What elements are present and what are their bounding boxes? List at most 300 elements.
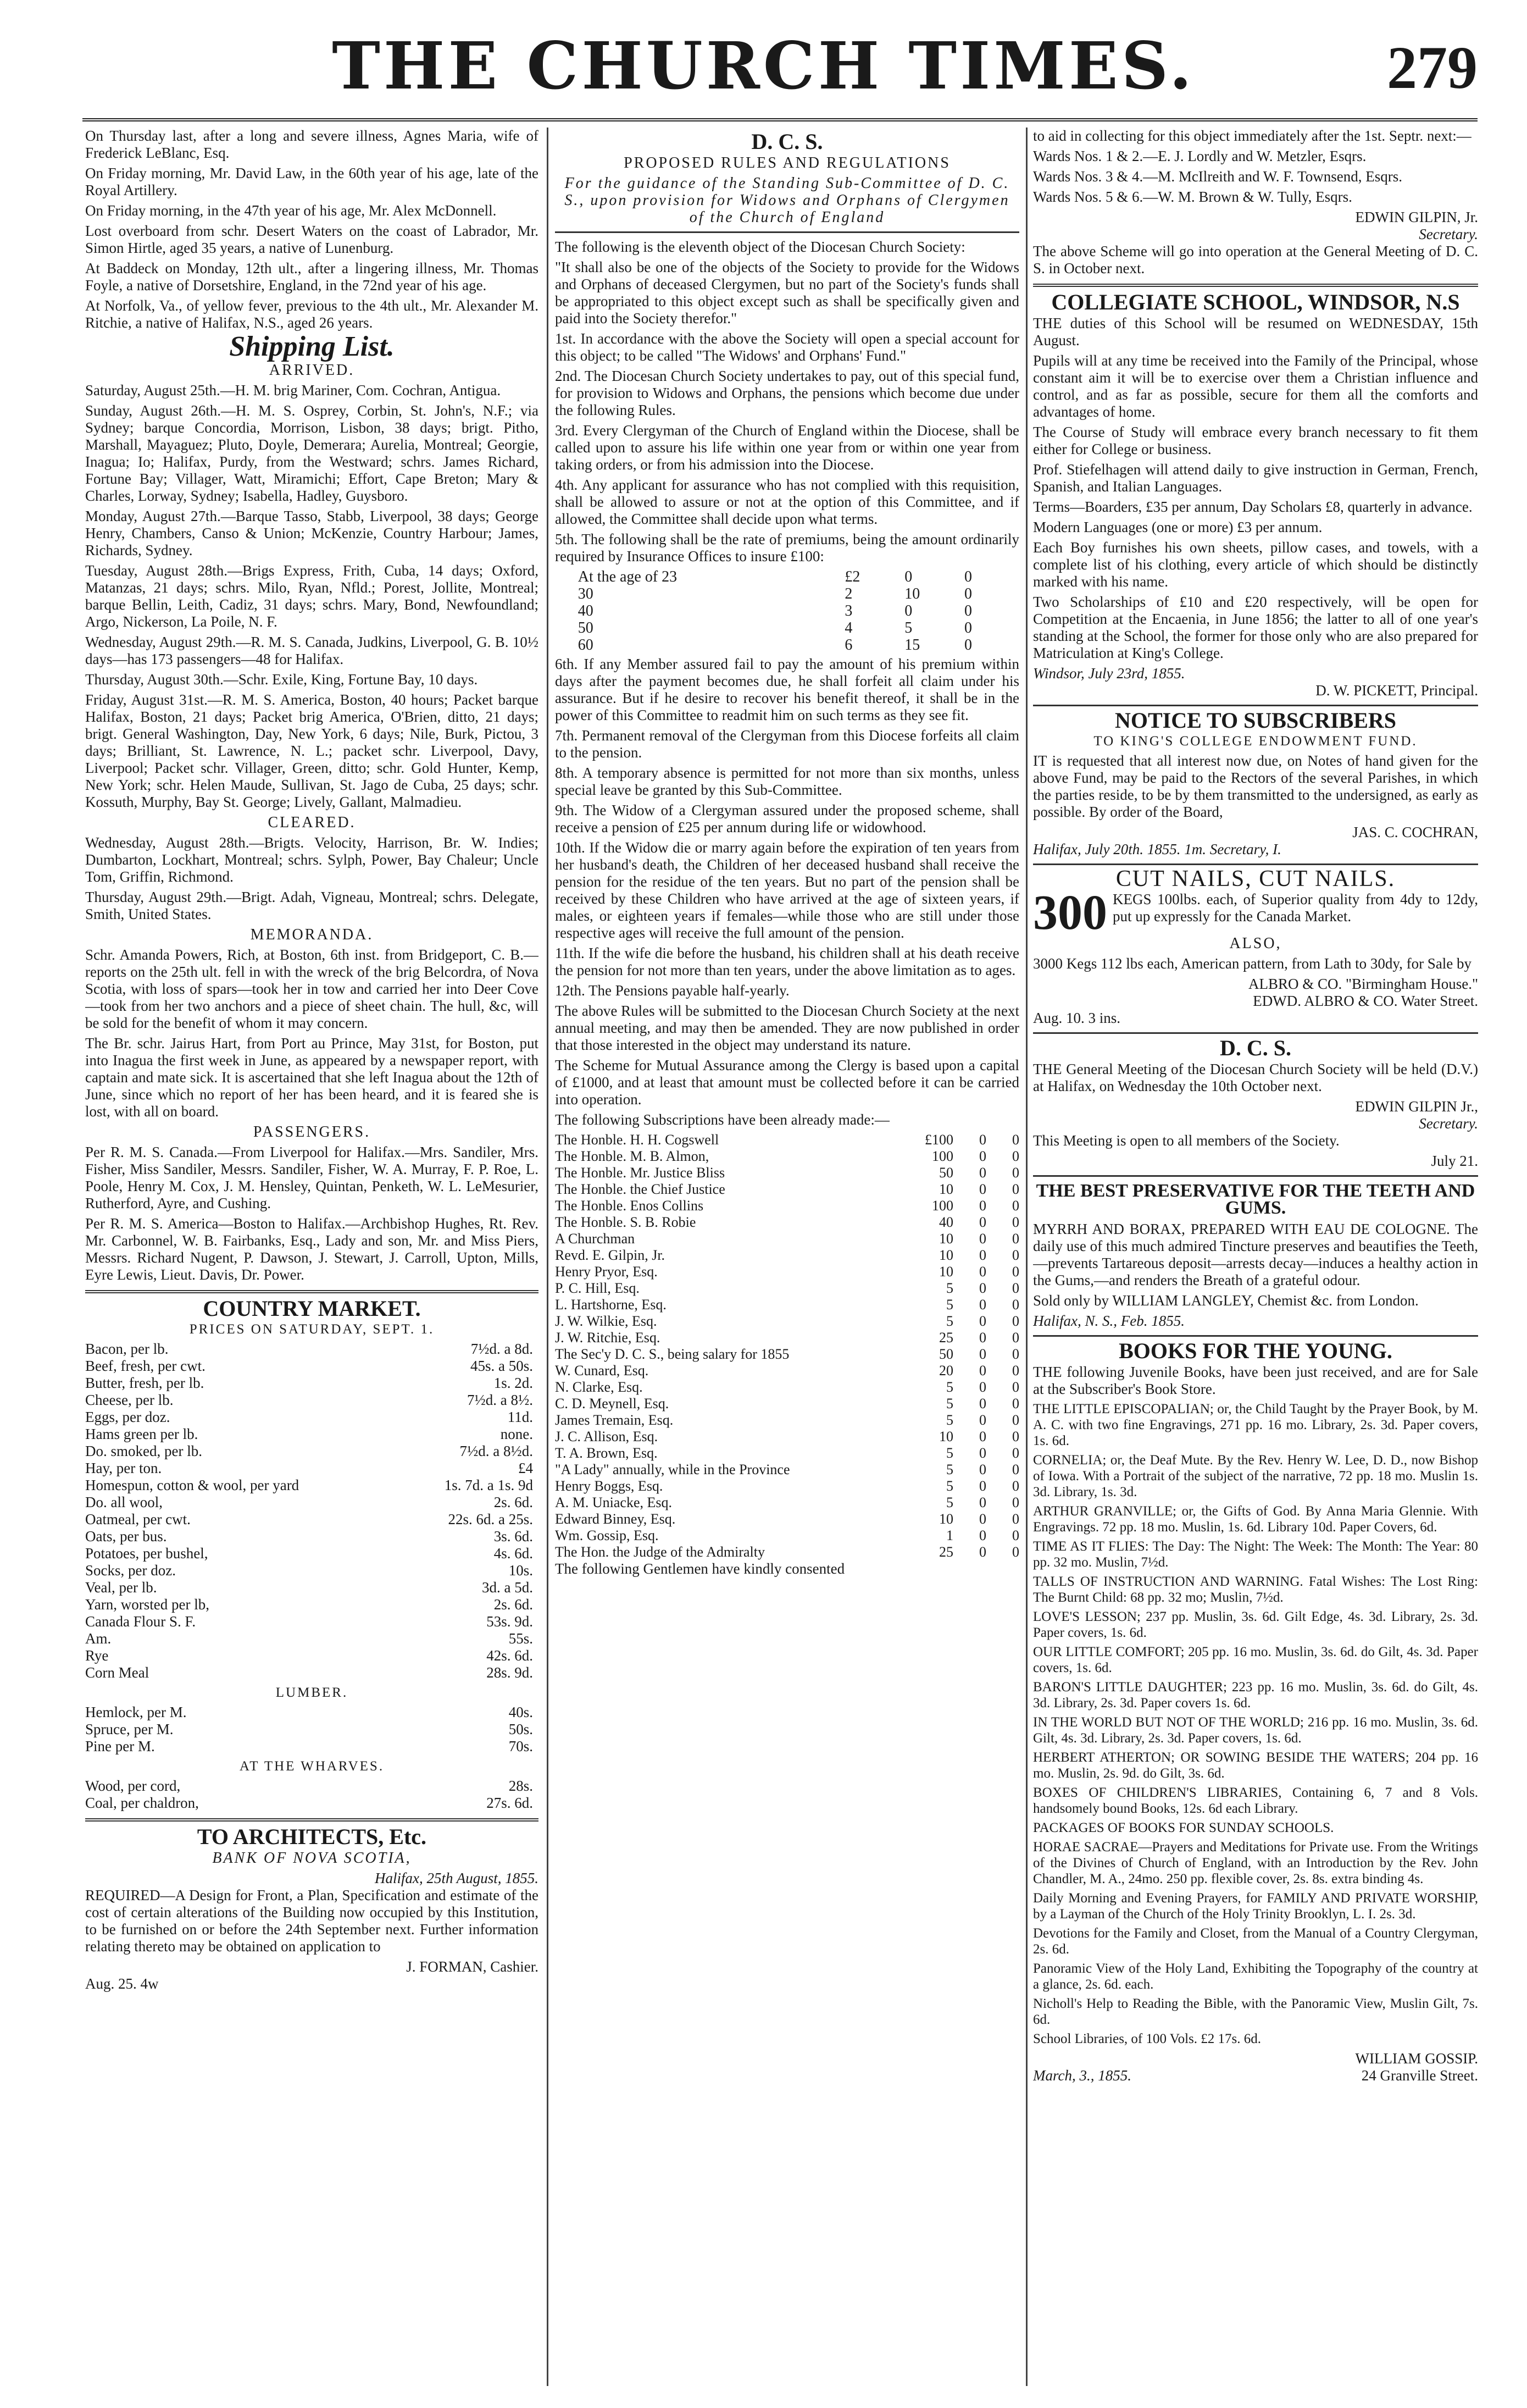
- section-rule: [1033, 705, 1478, 706]
- price-value: none.: [500, 1426, 533, 1442]
- price-value: 3s. 6d.: [493, 1528, 533, 1545]
- rule-paragraph: The above Rules will be submitted to the Diocesan Church Society at the next annual meeting, and may then be amended. They are now published in order that those interested in the object may understand its nature.: [555, 1003, 1019, 1053]
- books-signature: WILLIAM GOSSIP.: [1355, 2050, 1478, 2067]
- subscription-row-s: 0: [979, 1148, 986, 1164]
- section-rule: [1033, 1335, 1478, 1337]
- column-3: [1033, 128, 1478, 2392]
- price-item: Am.: [85, 1630, 112, 1647]
- books-date: March, 3., 1855.: [1033, 2067, 1131, 2084]
- dcs-meeting-note: This Meeting is open to all members of the Society.: [1033, 1132, 1340, 1149]
- arrival-entry: Sunday, August 26th.—H. M. S. Osprey, Corbin, St. John's, N.F.; via Sydney; barque Concordia, Morrison, Lisbon, 38 days; brigt. Pitho, Marshall, Mayaguez; Pluto, Doyle, Demerara; Aurelia, Montreal; Georgie, Inagua; Io; Halifax, Purdy, from the Westward; schrs. James Richard, Fortune Bay; Villager, Watt, Miramichi; Effort, Cape Breton; Mary & Charles, Lorway, Sydney; Isabella, Hadley, Guysboro.: [85, 402, 538, 504]
- premium-row: [574, 619, 1001, 636]
- price-item: Eggs, per doz.: [85, 1409, 170, 1425]
- dcs-meeting-signature-title: Secretary.: [1419, 1115, 1478, 1132]
- premium-row-s: 5: [904, 619, 913, 636]
- price-row: [85, 1613, 538, 1630]
- section-rule: [1033, 1175, 1478, 1177]
- wards-signature: EDWIN GILPIN, Jr.: [1355, 209, 1478, 225]
- price-row: [85, 1358, 538, 1375]
- masthead: [0, 0, 1527, 118]
- subscription-row: [555, 1544, 1019, 1560]
- page-number: 279: [1387, 34, 1478, 101]
- death-notice: At Baddeck on Monday, 12th ult., after a lingering illness, Mr. Thomas Foyle, a native of Dorsetshire, England, in the 72nd year of his age.: [85, 260, 538, 294]
- price-row: [85, 1778, 538, 1795]
- premium-row: [574, 602, 1001, 619]
- price-row: [85, 1562, 538, 1579]
- subscription-row: [555, 1379, 1019, 1396]
- price-value: 40s.: [508, 1704, 533, 1720]
- price-row: [85, 1392, 538, 1409]
- rule-paragraph: 12th. The Pensions payable half-yearly.: [555, 982, 790, 999]
- nails-title: CUT NAILS, CUT NAILS.: [1115, 866, 1396, 892]
- memorandum-entry: Schr. Amanda Powers, Rich, at Boston, 6th inst. from Bridgeport, C. B.—reports on the 25th ult. fell in with the wreck of the brig Belcordra, of Nova Scotia, with loss of spars—took her in tow and carried her into Deer Cove—took from her two anchors and a piece of sheet chain. The hull, &c, will be sold for the benefit of whom it may concern.: [85, 946, 538, 1031]
- subscription-row-s: 0: [979, 1379, 986, 1395]
- price-value: 42s. 6d.: [486, 1647, 533, 1664]
- book-entry: LOVE'S LESSON; 237 pp. Muslin, 3s. 6d. Gilt Edge, 4s. 3d. Library, 2s. 3d. Paper covers, 1s. 6d.: [1033, 1609, 1478, 1640]
- subscription-row-d: 0: [1012, 1478, 1019, 1494]
- subscription-row: [555, 1412, 1019, 1429]
- price-row: [85, 1511, 538, 1528]
- price-item: Oatmeal, per cwt.: [85, 1511, 191, 1527]
- subscription-row: [555, 1527, 1019, 1544]
- price-row: [85, 1443, 538, 1460]
- book-entry: BARON'S LITTLE DAUGHTER; 223 pp. 16 mo. Muslin, 3s. 6d. do Gilt, 4s. 3d. Library, 2s. 3d. Paper covers 1s. 6d.: [1033, 1680, 1478, 1710]
- column-divider: [547, 128, 548, 2386]
- death-notice: On Friday morning, in the 47th year of his age, Mr. Alex McDonnell.: [85, 202, 497, 219]
- subscription-row-l: 50: [939, 1165, 953, 1181]
- premium-row-d: 0: [964, 602, 972, 619]
- rule-paragraph: 11th. If the wife die before the husband, his children shall at his death receive the pension for not more than ten years, under the above limitation as to ages.: [555, 945, 1019, 978]
- book-entry: TIME AS IT FLIES: The Day: The Night: The Week: The Month: The Year: 80 pp. 32 mo. Muslin, 7½d.: [1033, 1539, 1478, 1570]
- price-row: [85, 1477, 538, 1494]
- subscription-row-l: 50: [939, 1346, 953, 1362]
- bank-title: BANK OF NOVA SCOTIA,: [212, 1850, 412, 1867]
- collegiate-date: Windsor, July 23rd, 1855.: [1033, 665, 1185, 682]
- price-row: [85, 1460, 538, 1477]
- subscription-row-d: 0: [1012, 1165, 1019, 1181]
- price-row: [85, 1721, 538, 1738]
- rule-paragraph: 1st. In accordance with the above the Society will open a special account for this object; to be called "The Widows' and Orphans' Fund.": [555, 330, 1019, 364]
- section-rule: [1033, 1032, 1478, 1034]
- rule-paragraph: 8th. A temporary absence is permitted for not more than six months, unless special leave be granted by this Sub-Committee.: [555, 765, 1019, 798]
- subscription-row-d: 0: [1012, 1462, 1019, 1477]
- subscription-row-s: 0: [979, 1181, 986, 1197]
- price-value: 7½d. a 8½.: [467, 1392, 533, 1408]
- subscription-row-d: 0: [1012, 1544, 1019, 1560]
- book-entry: Devotions for the Family and Closet, from the Manual of a Country Clergyman, 2s. 6d.: [1033, 1926, 1478, 1957]
- collegiate-paragraph: Pupils will at any time be received into the Family of the Principal, whose constant aim it will be to exercise over them a Christian influence and control, and as far as possible, secure for them all the comforts and advantages of home.: [1033, 352, 1478, 420]
- subscription-row-d: 0: [1012, 1494, 1019, 1510]
- subscription-row-d: 0: [1012, 1346, 1019, 1362]
- rule-paragraph: "It shall also be one of the objects of the Society to provide for the Widows and Orphans of deceased Clergymen, but no part of the Society's funds shall be appropriated to this object except such as shall be specifically given and paid into the Society therefor.": [555, 259, 1019, 326]
- subscription-row-l: 5: [946, 1379, 953, 1395]
- subscription-row: [555, 1198, 1019, 1214]
- collegiate-paragraph: THE duties of this School will be resumed on WEDNESDAY, 15th August.: [1033, 315, 1478, 348]
- premium-row-l: £2: [845, 568, 860, 585]
- arrival-entry: Wednesday, August 29th.—R. M. S. Canada, Judkins, Liverpool, G. B. 10½ days—has 173 passengers—48 for Halifax.: [85, 634, 538, 667]
- price-item: Bacon, per lb.: [85, 1341, 169, 1357]
- arrived-label: ARRIVED.: [269, 362, 355, 379]
- price-item: Hay, per ton.: [85, 1460, 162, 1476]
- price-row: [85, 1738, 538, 1755]
- notice-subtitle: TO KING'S COLLEGE ENDOWMENT FUND.: [1093, 734, 1418, 749]
- collegiate-paragraph: Each Boy furnishes his own sheets, pillow cases, and towels, with a complete list of his clothing, every article of which should be distinctly marked with his name.: [1033, 539, 1478, 590]
- subscription-row-name: J. C. Allison, Esq.: [555, 1429, 658, 1444]
- price-row: [85, 1545, 538, 1562]
- book-entry: HERBERT ATHERTON; OR SOWING BESIDE THE WATERS; 204 pp. 16 mo. Muslin, 2s. 9d. do Gilt, 3s. 6d.: [1033, 1750, 1478, 1781]
- rules-subheading-2: For the guidance of the Standing Sub-Committee of D. C. S., upon provision for Widows and Orphans of Clergymen of the Church of England: [564, 175, 1010, 226]
- passenger-entry: Per R. M. S. Canada.—From Liverpool for Halifax.—Mrs. Sandiler, Mrs. Fisher, Miss Sandiler, Messrs. Sandiler, Fisher, W. A. Murray, F. P. Roe, L. Poole, Henry M. Cox, J. M. Hensley, Quintan, Penketh, W. L. LeMesurier, Rutherford, Ayre, and Cushing.: [85, 1144, 538, 1211]
- dcs-meeting-signature: EDWIN GILPIN Jr.,: [1355, 1098, 1478, 1115]
- subscription-row-name: The Sec'y D. C. S., being salary for 1855: [555, 1346, 790, 1362]
- price-item: Corn Meal: [85, 1664, 149, 1681]
- subscription-row-l: 10: [939, 1511, 953, 1527]
- subscription-row: [555, 1330, 1019, 1346]
- subscription-row-name: J. W. Wilkie, Esq.: [555, 1313, 657, 1329]
- premium-row-s: 0: [904, 602, 913, 619]
- subscription-row-s: 0: [979, 1231, 986, 1247]
- book-entry: HORAE SACRAE—Prayers and Meditations for Private use. From the Writings of the Divines of Church of England, with an Introduction by the Rev. John Chandler, M. A., 24mo. 250 pp. flexible cover, 2s. 8s. extra binding 4s.: [1033, 1840, 1478, 1886]
- arrival-entry: Monday, August 27th.—Barque Tasso, Stabb, Liverpool, 38 days; George Henry, Chambers, Canso & Union; McKenzie, Country Harbour; James, Richards, Sydney.: [85, 508, 538, 558]
- masthead-rule: [82, 118, 1478, 121]
- subscription-row-d: 0: [1012, 1280, 1019, 1296]
- subscription-row-name: The Honble. S. B. Robie: [555, 1214, 696, 1230]
- price-value: 1s. 2d.: [493, 1375, 533, 1391]
- subscription-row-name: P. C. Hill, Esq.: [555, 1280, 640, 1296]
- memorandum-entry: The Br. schr. Jairus Hart, from Port au Prince, May 31st, for Boston, put into Inagua the first week in June, as appeared by a newspaper report, with captain and mate sick. It is ascertained that she left Inagua about the 12th of June, since which no report of her has been heard, and it is feared she is lost, with all on board.: [85, 1035, 538, 1120]
- price-value: 28s. 9d.: [486, 1664, 533, 1681]
- collegiate-title: COLLEGIATE SCHOOL, WINDSOR, N.S: [1051, 290, 1460, 314]
- bank-date: Halifax, 25th August, 1855.: [374, 1870, 538, 1886]
- price-value: 7½d. a 8½d.: [459, 1443, 533, 1459]
- price-item: Oats, per bus.: [85, 1528, 167, 1545]
- subscription-row-name: The Honble. H. H. Cogswell: [555, 1132, 719, 1148]
- subscription-row-d: 0: [1012, 1511, 1019, 1527]
- subscription-row-name: The Honble. Mr. Justice Bliss: [555, 1165, 725, 1181]
- price-item: Hemlock, per M.: [85, 1704, 187, 1720]
- subscription-row-s: 0: [979, 1462, 986, 1477]
- subscription-row-name: T. A. Brown, Esq.: [555, 1445, 658, 1461]
- subscription-row-l: 10: [939, 1264, 953, 1280]
- rule-paragraph: 9th. The Widow of a Clergyman assured under the proposed scheme, shall receive a pension of £25 per annum during life or widowhood.: [555, 802, 1019, 835]
- section-rule: [85, 1290, 538, 1293]
- price-row: [85, 1528, 538, 1545]
- nails-text-2: 3000 Kegs 112 lbs each, American pattern, from Lath to 30dy, for Sale by: [1033, 955, 1472, 972]
- preservative-date: Halifax, N. S., Feb. 1855.: [1033, 1313, 1185, 1329]
- price-row: [85, 1704, 538, 1721]
- rule-paragraph: 10th. If the Widow die or marry again before the expiration of ten years from her husband's death, the Children of her deceased husband shall receive the pension for the residue of the ten years. But no part of the pension shall be received by these Children who have arrived at the age of sixteen years, if males, or eighteen years if females—while those who are still under those respective ages will receive the full amount of the pension.: [555, 839, 1019, 941]
- premium-row-age: 40: [578, 602, 593, 619]
- subscription-row-l: 25: [939, 1544, 953, 1560]
- rule-paragraph: 7th. Permanent removal of the Clergyman from this Diocese forfeits all claim to the pension.: [555, 727, 1019, 761]
- subscription-row: [555, 1396, 1019, 1412]
- subscription-row-d: 0: [1012, 1363, 1019, 1379]
- subscription-row: [555, 1214, 1019, 1231]
- price-item: Coal, per chaldron,: [85, 1795, 199, 1811]
- rule-paragraph: The Scheme for Mutual Assurance among the Clergy is based upon a capital of £1000, and at least that amount must be collected before it can be carried into operation.: [555, 1057, 1019, 1108]
- shipping-list-title: Shipping List.: [229, 331, 395, 362]
- subscription-row: [555, 1429, 1019, 1445]
- wharves-price-table: [85, 1778, 538, 1812]
- subscription-row-d: 0: [1012, 1214, 1019, 1230]
- subscription-row-s: 0: [979, 1198, 986, 1214]
- premium-row-d: 0: [964, 585, 972, 602]
- price-value: 22s. 6d. a 25s.: [448, 1511, 533, 1527]
- rule-paragraph: 2nd. The Diocesan Church Society undertakes to pay, out of this special fund, for provision to Widows and Orphans, the pensions which become due under the following Rules.: [555, 368, 1019, 418]
- column-divider: [1026, 128, 1028, 2386]
- price-item: Rye: [85, 1647, 109, 1664]
- rule-paragraph: The following Subscriptions have been already made:—: [555, 1111, 890, 1128]
- subscription-row-s: 0: [979, 1346, 986, 1362]
- subscription-row-s: 0: [979, 1313, 986, 1329]
- subscription-row-l: 10: [939, 1231, 953, 1247]
- price-item: Hams green per lb.: [85, 1426, 198, 1442]
- premium-row-age: 50: [578, 619, 593, 636]
- premium-row-l: 6: [845, 636, 853, 654]
- collegiate-paragraph: Prof. Stiefelhagen will attend daily to give instruction in German, French, Spanish, and Italian Languages.: [1033, 461, 1478, 495]
- price-value: 3d. a 5d.: [482, 1579, 533, 1596]
- bank-signature: J. FORMAN, Cashier.: [406, 1958, 538, 1975]
- subscription-row-name: C. D. Meynell, Esq.: [555, 1396, 669, 1411]
- ward-entry: Wards Nos. 1 & 2.—E. J. Lordly and W. Metzler, Esqrs.: [1033, 148, 1367, 164]
- price-item: Socks, per doz.: [85, 1562, 176, 1579]
- price-row: [85, 1409, 538, 1426]
- cleared-list: [85, 834, 538, 923]
- column-1: [85, 128, 538, 2392]
- price-value: 53s. 9d.: [486, 1613, 533, 1630]
- rule-paragraph: The following is the eleventh object of the Diocesan Church Society:: [555, 239, 965, 255]
- subscription-row-l: 10: [939, 1429, 953, 1444]
- price-item: Potatoes, per bushel,: [85, 1545, 208, 1562]
- book-entry: ARTHUR GRANVILLE; or, the Gifts of God. By Anna Maria Glennie. With Engravings. 72 pp. 18 mo. Muslin, 1s. 6d. Library 10d. Paper Covers, 6d.: [1033, 1504, 1478, 1535]
- collegiate-paragraph: Terms—Boarders, £35 per annum, Day Scholars £8, quarterly in advance.: [1033, 499, 1473, 515]
- price-item: Beef, fresh, per cwt.: [85, 1358, 206, 1374]
- subscription-row: [555, 1346, 1019, 1363]
- premium-row-age: 30: [578, 585, 593, 602]
- book-entry: CORNELIA; or, the Deaf Mute. By the Rev. Henry W. Lee, D. D., now Bishop of Iowa. With a Portrait of the subject of the narrative, 72 pp. 18 mo. Muslin 1s. 3d. Library, 1s. 3d.: [1033, 1453, 1478, 1499]
- book-entry: Panoramic View of the Holy Land, Exhibiting the Topography of the country at a glance, 2s. 6d. each.: [1033, 1961, 1478, 1992]
- dcs-meeting-title: D. C. S.: [1219, 1036, 1292, 1060]
- price-value: 2s. 6d.: [493, 1494, 533, 1510]
- subscription-row-s: 0: [979, 1544, 986, 1560]
- collegiate-paragraph: Modern Languages (one or more) £3 per annum.: [1033, 519, 1323, 535]
- ward-entry: Wards Nos. 3 & 4.—M. McIlreith and W. F. Townsend, Esqrs.: [1033, 168, 1402, 185]
- rules-paragraphs-2: [555, 656, 1019, 1128]
- preservative-title: THE BEST PRESERVATIVE FOR THE TEETH AND GUMS.: [1036, 1181, 1475, 1218]
- subscription-row-d: 0: [1012, 1231, 1019, 1247]
- subscription-row-d: 0: [1012, 1247, 1019, 1263]
- subscription-row-name: Henry Pryor, Esq.: [555, 1264, 658, 1280]
- price-item: Wood, per cord,: [85, 1778, 181, 1794]
- book-entry: School Libraries, of 100 Vols. £2 17s. 6d.: [1033, 2031, 1262, 2046]
- subscriptions-table: [555, 1132, 1019, 1560]
- book-entry: BOXES OF CHILDREN'S LIBRARIES, Containing 6, 7 and 8 Vols. handsomely bound Books, 12s. 6d each Library.: [1033, 1785, 1478, 1816]
- rule-paragraph: 5th. The following shall be the rate of premiums, being the amount ordinarily required by Insurance Offices to insure £100:: [555, 531, 1019, 564]
- subscription-row-d: 0: [1012, 1330, 1019, 1346]
- rules-paragraphs: [555, 239, 1019, 565]
- architects-title: TO ARCHITECTS, Etc.: [197, 1824, 427, 1849]
- price-value: 2s. 6d.: [493, 1596, 533, 1613]
- subscription-row: [555, 1231, 1019, 1247]
- subscription-row-s: 0: [979, 1330, 986, 1346]
- price-row: [85, 1647, 538, 1664]
- subscription-row-name: The Honble. Enos Collins: [555, 1198, 704, 1214]
- subscription-row-s: 0: [979, 1280, 986, 1296]
- price-row: [85, 1375, 538, 1392]
- notice-date: Halifax, July 20th. 1855. 1m. Secretary, I.: [1033, 841, 1281, 857]
- subscription-row-l: 20: [939, 1363, 953, 1379]
- subscription-row-s: 0: [979, 1412, 986, 1428]
- subscription-row-l: £100: [925, 1132, 953, 1148]
- premium-row-age: At the age of 23: [578, 568, 678, 585]
- subscription-row: [555, 1313, 1019, 1330]
- subscription-row: [555, 1181, 1019, 1198]
- subscription-row-s: 0: [979, 1396, 986, 1411]
- subscription-row-name: W. Cunard, Esq.: [555, 1363, 649, 1379]
- price-row: [85, 1664, 538, 1681]
- nails-ad: [1033, 885, 1478, 940]
- ward-entry: Wards Nos. 5 & 6.—W. M. Brown & W. Tully, Esqrs.: [1033, 189, 1352, 205]
- subscription-row-name: The Hon. the Judge of the Admiralty: [555, 1544, 765, 1560]
- bank-notice: REQUIRED—A Design for Front, a Plan, Specification and estimate of the cost of certain alterations of the Building now occupied by this Institution, to be furnished on or before the 24th September next. Further information relating thereto may be obtained on application to: [85, 1887, 538, 1955]
- wharves-label: AT THE WHARVES.: [239, 1759, 385, 1774]
- death-notice: On Thursday last, after a long and severe illness, Agnes Maria, wife of Frederick LeBlanc, Esq.: [85, 128, 538, 161]
- passenger-entry: Per R. M. S. America—Boston to Halifax.—Archbishop Hughes, Rt. Rev. Mr. Carbonnel, W. B. Fairbanks, Esq., Lady and son, Mr. and Miss Piers, Messrs. Richard Nugent, P. Dawson, J. Stewart, J. Carroll, Upton, Mills, Eyre Lewis, Lieut. Davis, Dr. Power.: [85, 1215, 538, 1283]
- death-notice: At Norfolk, Va., of yellow fever, previous to the 4th ult., Mr. Alexander M. Ritchie, a native of Halifax, N.S., aged 26 years.: [85, 297, 538, 331]
- notice-title: NOTICE TO SUBSCRIBERS: [1114, 708, 1397, 733]
- preservative-sold: Sold only by WILLIAM LANGLEY, Chemist &c. from London.: [1033, 1292, 1419, 1309]
- arrived-list: [85, 382, 538, 811]
- nails-also: ALSO,: [1229, 935, 1282, 952]
- book-entry: Nicholl's Help to Reading the Bible, with the Panoramic View, Muslin Gilt, 7s. 6d.: [1033, 1996, 1478, 2027]
- death-notice: Lost overboard from schr. Desert Waters on the coast of Labrador, Mr. Simon Hirtle, aged 35 years, a native of Lunenburg.: [85, 223, 538, 256]
- subscription-row-name: L. Hartshorne, Esq.: [555, 1297, 667, 1313]
- subscription-row-d: 0: [1012, 1313, 1019, 1329]
- premium-row-l: 2: [845, 585, 853, 602]
- subscription-row: [555, 1280, 1019, 1297]
- price-item: Pine per M.: [85, 1738, 155, 1754]
- dcs-meeting-date: July 21.: [1431, 1153, 1478, 1169]
- collegiate-signature: D. W. PICKETT, Principal.: [1315, 682, 1478, 699]
- book-entry: THE LITTLE EPISCOPALIAN; or, the Child Taught by the Prayer Book, by M. A. C. with two fine Engravings, 271 pp. 16 mo. Library, 2s. 3d. Paper covers, 1s. 6d.: [1033, 1402, 1478, 1448]
- price-value: 45s. a 50s.: [470, 1358, 533, 1374]
- subscription-row-name: Edward Binney, Esq.: [555, 1511, 676, 1527]
- price-item: Homespun, cotton & wool, per yard: [85, 1477, 299, 1493]
- collegiate-paragraph: Two Scholarships of £10 and £20 respectively, will be open for Competition at the Encaenia, in June 1856; the latter to all of one year's standing at the School, the former for those only who are also prepared for Matriculation at King's College.: [1033, 594, 1478, 661]
- rule-paragraph: 4th. Any applicant for assurance who has not complied with this requisition, shall be allowed to assure or not at the option of this Committee, and if allowed, the Committee shall decide upon what terms.: [555, 477, 1019, 527]
- section-rule: [1033, 284, 1478, 287]
- subscription-row-d: 0: [1012, 1198, 1019, 1214]
- premium-row: [574, 568, 1001, 585]
- rules-subheading: PROPOSED RULES AND REGULATIONS: [624, 154, 951, 171]
- subscription-row-s: 0: [979, 1214, 986, 1230]
- subscription-row-name: Henry Boggs, Esq.: [555, 1478, 663, 1494]
- subscription-row-d: 0: [1012, 1429, 1019, 1444]
- nails-signature: ALBRO & CO. "Birmingham House.": [1248, 976, 1478, 992]
- books-footer: [1033, 2067, 1478, 2084]
- subscription-row-s: 0: [979, 1297, 986, 1313]
- book-entry: IN THE WORLD BUT NOT OF THE WORLD; 216 pp. 16 mo. Muslin, 3s. 6d. Gilt, 4s. 3d. Library, 2s. 3d. Paper covers, 1s. 6d.: [1033, 1715, 1478, 1746]
- subscription-row-name: N. Clarke, Esq.: [555, 1379, 643, 1395]
- cleared-entry: Wednesday, August 28th.—Brigts. Velocity, Harrison, Br. W. Indies; Dumbarton, Lockhart, Montreal; schrs. Sylph, Power, Bay Chaleur; Uncle Tom, Griffin, Richmond.: [85, 834, 538, 885]
- price-value: 10s.: [508, 1562, 533, 1579]
- subscription-row: [555, 1478, 1019, 1494]
- collegiate-text: [1033, 315, 1478, 662]
- price-row: [85, 1795, 538, 1812]
- section-rule: [85, 1818, 538, 1822]
- price-row: [85, 1426, 538, 1443]
- rule-paragraph: 3rd. Every Clergyman of the Church of England within the Diocese, shall be called upon to assure his life within one year from or within one year from taking orders, or from his admission into the Diocese.: [555, 422, 1019, 473]
- price-row: [85, 1596, 538, 1613]
- country-market-title: COUNTRY MARKET.: [203, 1296, 421, 1321]
- subscription-row-l: 10: [939, 1181, 953, 1197]
- subscription-row-l: 100: [932, 1148, 953, 1164]
- subscription-row-name: "A Lady" annually, while in the Province: [555, 1462, 790, 1477]
- subscription-row-s: 0: [979, 1445, 986, 1461]
- premium-row-s: 15: [904, 636, 920, 654]
- subscription-row-name: Revd. E. Gilpin, Jr.: [555, 1247, 665, 1263]
- subscription-row: [555, 1247, 1019, 1264]
- subscription-row-d: 0: [1012, 1396, 1019, 1411]
- subscription-row-l: 100: [932, 1198, 953, 1214]
- book-entry: Daily Morning and Evening Prayers, for FAMILY AND PRIVATE WORSHIP, by a Layman of the Church of the Holy Trinity Brooklyn, L. I. 2s. 3d.: [1033, 1891, 1478, 1922]
- subscription-row-d: 0: [1012, 1527, 1019, 1543]
- memoranda-label: MEMORANDA.: [250, 926, 374, 943]
- bank-footer: Aug. 25. 4w: [85, 1975, 159, 1992]
- preservative-text: MYRRH AND BORAX, PREPARED WITH EAU DE COLOGNE. The daily use of this much admired Tincture preserves and beautifies the Teeth,—prevents Tartareous deposit—arrests decay—induces a healthy action in the Gums,—and renders the Breath of a grateful odour.: [1033, 1221, 1478, 1288]
- subscription-row-s: 0: [979, 1165, 986, 1181]
- price-value: 28s.: [508, 1778, 533, 1794]
- subscription-row-l: 5: [946, 1280, 953, 1296]
- price-row: [85, 1341, 538, 1358]
- subscription-row: [555, 1494, 1019, 1511]
- premium-row-d: 0: [964, 636, 972, 654]
- section-rule: [1033, 863, 1478, 865]
- premium-row: [574, 636, 1001, 654]
- price-value: 1s. 7d. a 1s. 9d: [444, 1477, 533, 1493]
- subscription-row: [555, 1511, 1019, 1527]
- subscription-row-l: 5: [946, 1412, 953, 1428]
- passengers-list: [85, 1144, 538, 1283]
- subscription-row-d: 0: [1012, 1297, 1019, 1313]
- subscription-row-name: A Churchman: [555, 1231, 635, 1247]
- subscription-row-s: 0: [979, 1247, 986, 1263]
- price-value: 11d.: [507, 1409, 533, 1425]
- nails-quantity: 300: [1033, 885, 1107, 940]
- subscription-row: [555, 1462, 1019, 1478]
- subscription-row-l: 40: [939, 1214, 953, 1230]
- country-market-subtitle: PRICES ON SATURDAY, SEPT. 1.: [189, 1322, 435, 1337]
- price-value: 4s. 6d.: [493, 1545, 533, 1562]
- price-item: Do. all wool,: [85, 1494, 163, 1510]
- column-2: [555, 128, 1019, 2392]
- passengers-label: PASSENGERS.: [253, 1123, 371, 1141]
- notice-signature: JAS. C. COCHRAN,: [1352, 824, 1478, 840]
- premium-row-d: 0: [964, 619, 972, 636]
- subscription-row-l: 25: [939, 1330, 953, 1346]
- premium-row: [574, 585, 1001, 602]
- section-rule: [555, 231, 1019, 233]
- price-value: 27s. 6d.: [486, 1795, 533, 1811]
- book-entry: PACKAGES OF BOOKS FOR SUNDAY SCHOOLS.: [1033, 1820, 1334, 1835]
- death-notices: [85, 128, 538, 331]
- nails-signature-2: EDWD. ALBRO & CO. Water Street.: [1253, 993, 1478, 1009]
- subscription-row-l: 5: [946, 1297, 953, 1313]
- book-entry: TALLS OF INSTRUCTION AND WARNING. Fatal Wishes: The Lost Ring: The Burnt Child: 68 pp. 32 mo; Muslin, 7½d.: [1033, 1574, 1478, 1605]
- premium-row-age: 60: [578, 636, 593, 654]
- subscription-row-d: 0: [1012, 1148, 1019, 1164]
- subscription-row: [555, 1132, 1019, 1148]
